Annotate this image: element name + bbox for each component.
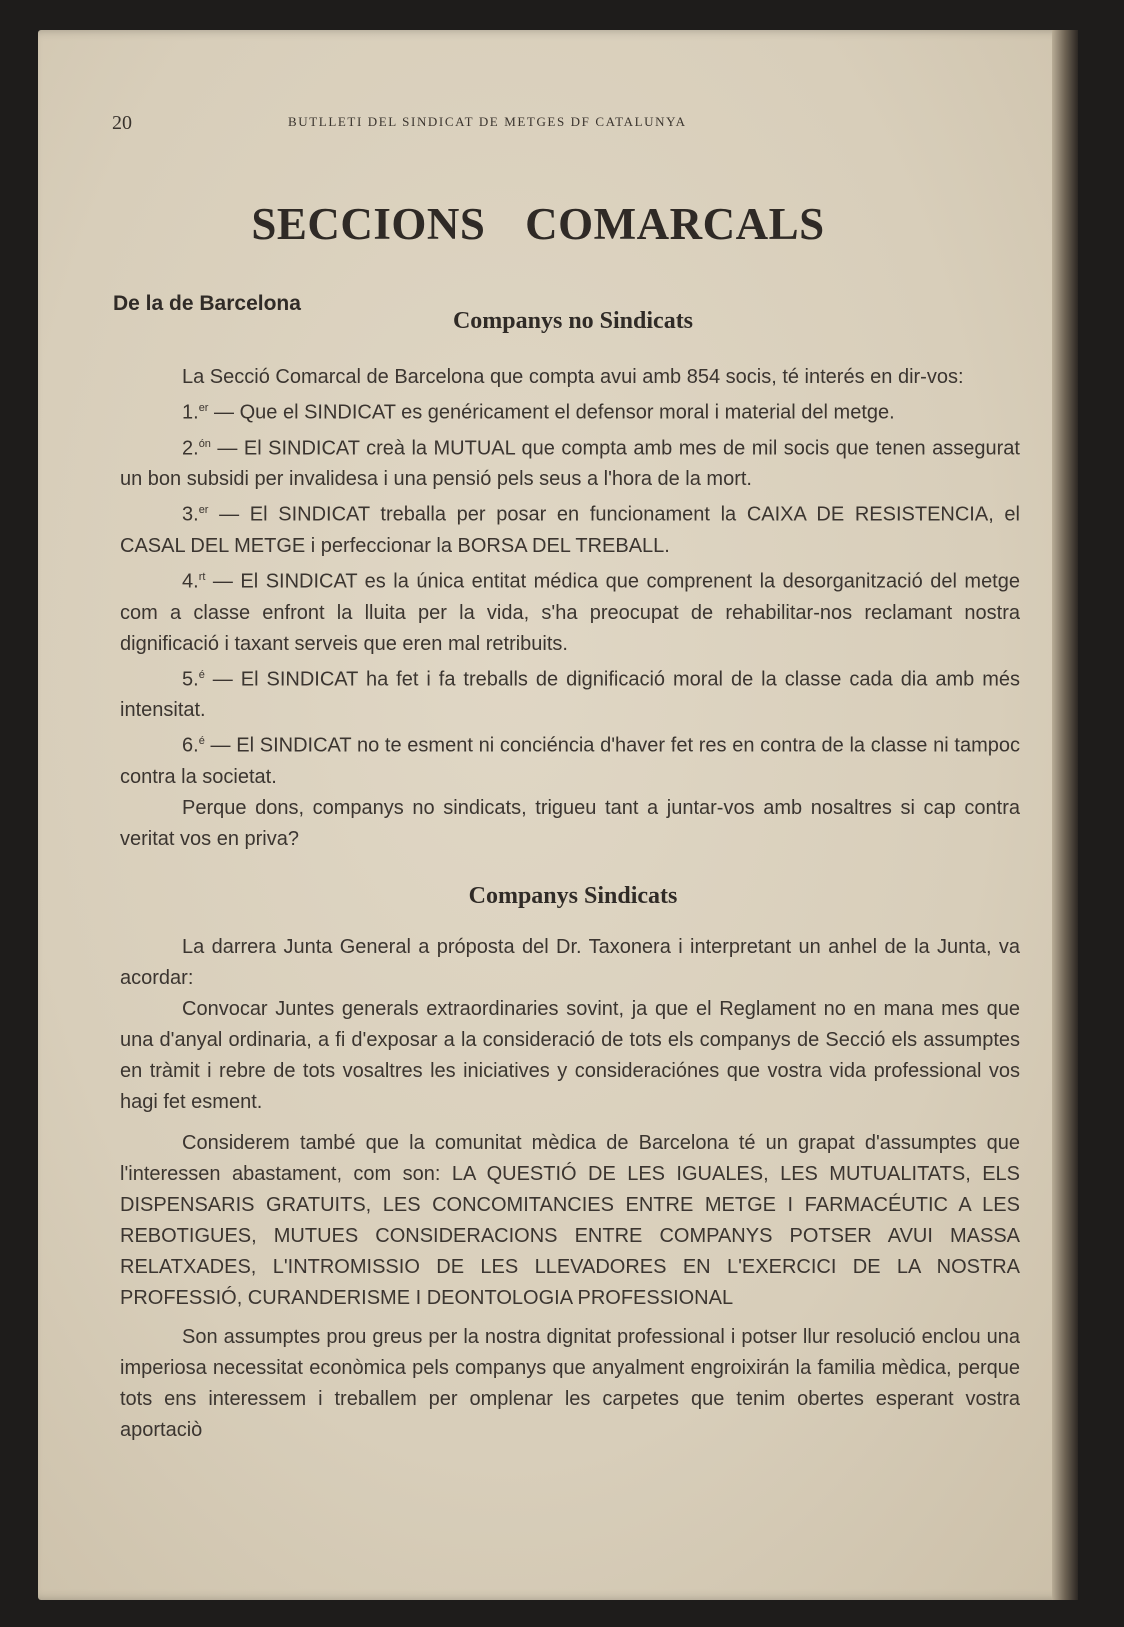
numbered-list — [120, 393, 1020, 793]
item-ordinal-suffix: rt — [198, 570, 206, 583]
intro-paragraph: La Secció Comarcal de Barcelona que compta avui amb 854 socis, té interés en dir-vos: — [182, 366, 964, 388]
list-item — [120, 495, 1020, 562]
page-number: 20 — [112, 112, 132, 134]
item-ordinal-suffix: é — [198, 735, 205, 748]
closing-paragraph: Perque dons, companys no sindicats, trigueu tant a juntar-vos amb nosaltres si cap contra veritat vos en priva? — [120, 796, 1020, 850]
list-item — [120, 393, 1020, 429]
item-number: 6. — [182, 734, 199, 757]
paragraph-4: Son assumptes prou greus per la nostra dignitat professional i potser llur resolució enclou una imperiosa necessitat econòmica pels companys que anyalment engroixirán la familia mèdica, perque tots ens interessem i treballem per omplenar les carpetes que tenim obertes esperant vostra aportaciò — [120, 1326, 1020, 1441]
item-number: 5. — [182, 668, 199, 691]
item-text: — El SINDICAT no te esment ni conciéncia d'haver fet res en contra de la classe ni tampoc contra la societat. — [120, 734, 1020, 788]
item-number: 1. — [182, 401, 199, 424]
page-header — [38, 112, 1038, 136]
running-title: BUTLLETI DEL SINDICAT DE METGES DF CATALUNYA — [288, 114, 687, 129]
item-number: 4. — [182, 570, 199, 593]
item-number: 2. — [182, 437, 199, 460]
list-item — [120, 726, 1020, 793]
book-spine-shadow — [1052, 30, 1078, 1600]
document-page — [38, 30, 1078, 1600]
item-ordinal-suffix: er — [198, 402, 209, 414]
paragraph-2: Convocar Juntes generals extraordinaries sovint, ja que el Reglament no en mana mes que una d'anyal ordinaria, a fi d'exposar a la consideració de tots els companys de Secció els assumptes en tràmit i rebre de tots vosaltres les iniciatives y consideraciónes que vostra vida professional vos hagi fet esment. — [120, 998, 1020, 1113]
page-title: SECCIONS COMARCALS — [251, 199, 825, 249]
text-block-sindicats — [120, 932, 1020, 1446]
item-ordinal-suffix: ón — [198, 437, 211, 450]
item-number: 3. — [182, 503, 199, 526]
item-text: — El SINDICAT treballa per posar en funcionament la CAIXA DE RESISTENCIA, el CASAL DEL METGE i perfeccionar la BORSA DEL TREBALL. — [120, 503, 1020, 557]
list-item — [120, 429, 1020, 496]
item-ordinal-suffix: er — [198, 504, 209, 517]
section-label: De la de Barcelona — [113, 292, 301, 315]
item-text: — El SINDICAT creà la MUTUAL que compta amb mes de mil socis que tenen assegurat un bon subsidi per invalidesa i una pensió pels seus a l'hora de la mort. — [120, 437, 1020, 491]
item-ordinal-suffix: é — [198, 668, 205, 681]
heading-companys-sindicats: Companys Sindicats — [468, 883, 678, 909]
item-text: — El SINDICAT ha fet i fa treballs de dignificació moral de la classe cada dia amb més intensitat. — [120, 668, 1020, 722]
paragraph-3: Considerem també que la comunitat mèdica de Barcelona té un grapat d'assumptes que l'interessen abastament, com son: LA QUESTIÓ DE LES IGUALES, LES MUTUALITATS, ELS DISPENSARIS GRATUITS, LES CONCOMITANCIES ENTRE METGE I FARMACÉUTIC A LES REBOTIGUES, MUTUES CONSIDERACIONS ENTRE COMPANYS POTSER AVUI MASSA RELATXADES, L'INTROMISSIO DE LES LLEVADORES EN L'EXERCICI DE LA NOSTRA PROFESSIÓ, CURANDERISME I DEONTOLOGIA PROFESSIONAL — [120, 1132, 1020, 1309]
item-text: — Que el SINDICAT es genéricament el defensor moral i material del metge. — [208, 401, 895, 424]
heading-companys-no-sindicats: Companys no Sindicats — [452, 308, 694, 334]
item-text: — El SINDICAT es la única entitat médica que comprenent la desorganització del metge com a classe enfront la lluita per la vida, s'ha preocupat de rehabilitar-nos reclamant nostra dignificació i taxant serveis que eren mal retribuits. — [120, 570, 1020, 655]
text-block-no-sindicats — [120, 362, 1020, 855]
list-item — [120, 660, 1020, 727]
list-item — [120, 562, 1020, 660]
paragraph-1: La darrera Junta General a próposta del Dr. Taxonera i interpretant un anhel de la Junta, va acordar: — [120, 936, 1020, 989]
